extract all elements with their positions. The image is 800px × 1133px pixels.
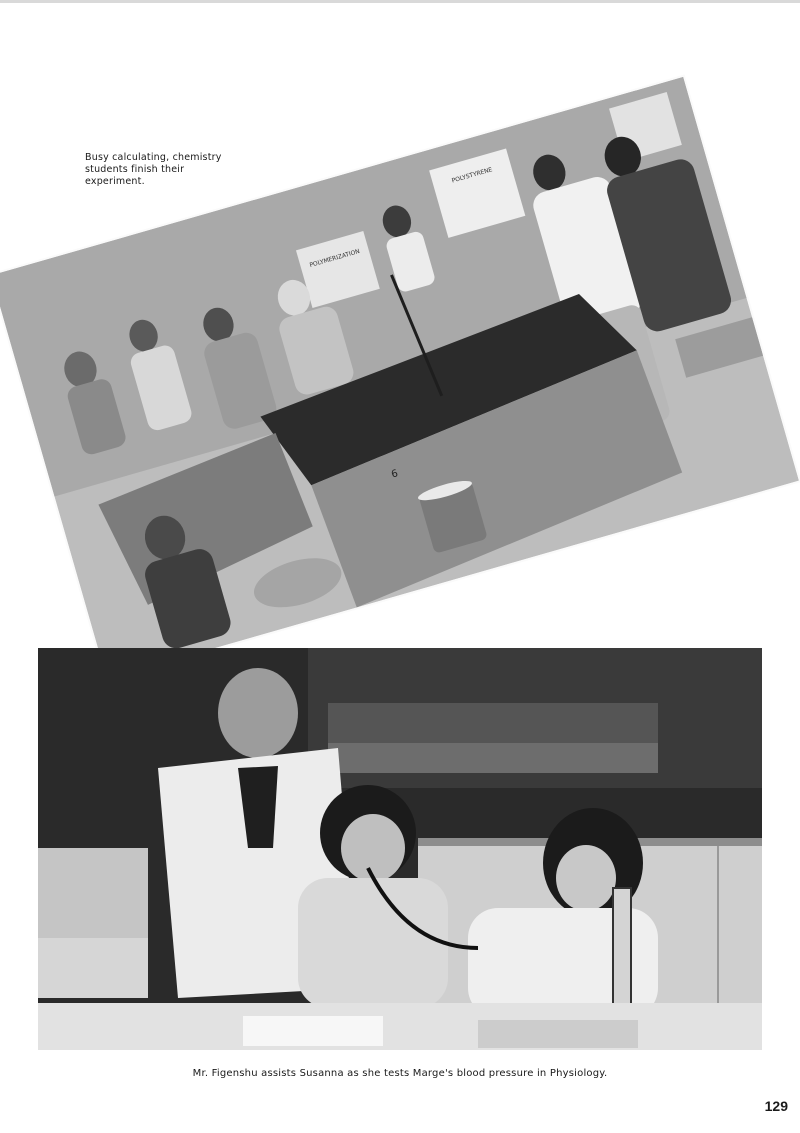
physiology-photo bbox=[38, 648, 762, 1050]
bench-number: 6 bbox=[390, 468, 400, 481]
page-top-edge bbox=[0, 0, 800, 3]
page-number: 129 bbox=[764, 1098, 788, 1114]
sign-polystyrene: POLYSTYRENE bbox=[451, 166, 494, 185]
chemistry-caption: Busy calculating, chemistry students finish their experiment. bbox=[85, 152, 222, 187]
physiology-caption: Mr. Figenshu assists Susanna as she tests Marge's blood pressure in Physiology. bbox=[192, 1068, 608, 1079]
sign-polymerization: POLYMERIZATION bbox=[308, 247, 361, 269]
physiology-illustration bbox=[38, 648, 762, 1050]
